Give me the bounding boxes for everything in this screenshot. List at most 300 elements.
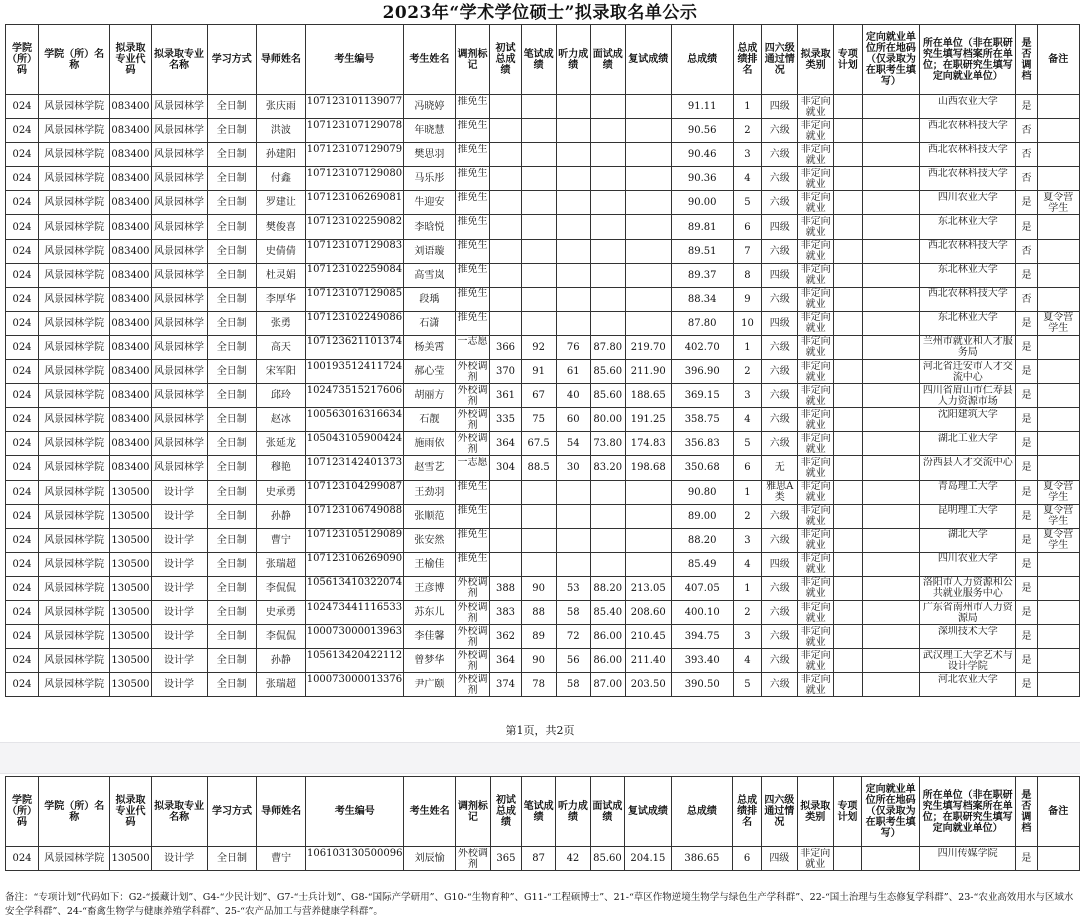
cell-prelim-total <box>490 95 521 119</box>
cell-remark <box>1037 673 1079 697</box>
cell-total: 89.00 <box>671 504 733 528</box>
cell-major-name: 风景园林学 <box>151 263 207 287</box>
table-row <box>6 311 1080 335</box>
cell-text: 非定向就业 <box>800 432 831 455</box>
cell-text <box>1039 457 1078 479</box>
cell-interview: 85.60 <box>590 360 625 384</box>
cell-prelim-total: 366 <box>490 335 521 359</box>
cell-cet: 四级 <box>762 215 798 239</box>
cell-student-name: 杨美霄 <box>404 335 455 359</box>
cell-study-mode: 全日制 <box>207 311 257 335</box>
cell-region-code <box>862 528 920 552</box>
cell-listening: 53 <box>556 576 590 600</box>
cell-special-plan <box>834 167 863 191</box>
cell-region-code <box>862 143 920 167</box>
cell-study-mode: 全日制 <box>207 847 257 871</box>
cell-major-code: 083400 <box>110 191 151 215</box>
header-written: 笔试成绩 <box>522 777 556 847</box>
cell-cet: 六级 <box>762 408 798 432</box>
cell-transfer-flag <box>455 360 490 384</box>
cell-advisor: 罗建让 <box>257 191 306 215</box>
cell-major-name: 设计学 <box>151 504 207 528</box>
cell-listening: 56 <box>556 649 590 673</box>
header-study-mode: 学习方式 <box>207 25 257 95</box>
cell-college-code: 024 <box>6 311 39 335</box>
header-study-mode: 学习方式 <box>207 777 257 847</box>
cell-college-name: 风景园林学院 <box>39 504 110 528</box>
cell-text <box>1039 602 1078 624</box>
cell-text: 非定向就业 <box>800 481 831 504</box>
cell-major-code: 083400 <box>110 167 151 191</box>
cell-remark <box>1037 480 1079 504</box>
cell-major-code: 130500 <box>110 649 151 673</box>
cell-student-name: 王劲羽 <box>404 480 455 504</box>
cell-remark <box>1037 143 1079 167</box>
cell-exam-id <box>305 576 403 600</box>
cell-text <box>864 409 919 431</box>
cell-file-transfer: 是 <box>1016 625 1037 649</box>
cell-prelim-total <box>490 552 521 576</box>
cell-rank: 6 <box>733 456 762 480</box>
cell-major-code: 083400 <box>110 360 151 384</box>
cell-text <box>863 848 918 870</box>
cell-text: 外校调剂 <box>457 432 488 455</box>
cell-text: 推免生 <box>457 143 488 155</box>
cell-listening: 58 <box>556 673 590 697</box>
cell-text: 山西农业大学 <box>937 95 998 107</box>
cell-text <box>864 240 919 262</box>
cell-rank: 7 <box>733 239 762 263</box>
cell-total: 88.34 <box>671 287 733 311</box>
cell-major-code: 083400 <box>110 408 151 432</box>
cell-written <box>521 119 556 143</box>
cell-rank: 8 <box>733 263 762 287</box>
cell-study-mode: 全日制 <box>207 167 257 191</box>
cell-region-code <box>862 625 920 649</box>
cell-cet: 六级 <box>762 239 798 263</box>
cell-text: 河北省迁安市人才交流中心 <box>922 360 1013 383</box>
cell-total: 90.56 <box>671 119 733 143</box>
cell-college-code: 024 <box>6 480 39 504</box>
cell-college-code: 024 <box>6 191 39 215</box>
cell-total: 386.65 <box>671 847 733 871</box>
cell-college-name: 风景园林学院 <box>39 432 110 456</box>
cell-interview: 85.60 <box>590 847 625 871</box>
cell-major-name: 风景园林学 <box>151 95 207 119</box>
cell-text: 非定向就业 <box>800 673 831 696</box>
cell-unit <box>920 528 1016 552</box>
cell-college-name: 风景园林学院 <box>39 335 110 359</box>
header-rank: 总成绩排名 <box>733 25 762 95</box>
cell-advisor: 樊俊喜 <box>257 215 306 239</box>
cell-unit <box>920 408 1016 432</box>
cell-unit <box>920 335 1016 359</box>
cell-total: 87.80 <box>671 311 733 335</box>
cell-retest: 204.15 <box>625 847 671 871</box>
cell-retest: 208.60 <box>625 600 671 624</box>
cell-cet: 六级 <box>762 167 798 191</box>
cell-text <box>1039 674 1078 696</box>
cell-major-code: 083400 <box>110 311 151 335</box>
cell-written: 87 <box>522 847 556 871</box>
cell-text <box>1039 336 1078 358</box>
cell-exam-id <box>305 287 403 311</box>
cell-text <box>1039 264 1078 286</box>
table-row <box>6 384 1080 408</box>
cell-college-name: 风景园林学院 <box>39 649 110 673</box>
page-title: 2023年“学术学位硕士”拟录取名单公示 <box>382 3 698 23</box>
cell-college-name: 风景园林学院 <box>39 576 110 600</box>
cell-student-name: 李晗悦 <box>404 215 455 239</box>
cell-text <box>864 602 919 624</box>
cell-text: 外校调剂 <box>457 625 488 648</box>
cell-advisor: 孙静 <box>257 649 306 673</box>
header-unit: 所在单位（非在职研究生填写档案所在单位；在职研究生填写定向就业单位） <box>920 25 1016 95</box>
cell-text: 非定向就业 <box>800 505 831 528</box>
cell-study-mode: 全日制 <box>207 600 257 624</box>
cell-special-plan <box>834 649 863 673</box>
cell-text <box>864 144 919 166</box>
cell-student-name: 尹广颐 <box>404 673 455 697</box>
cell-advisor: 洪波 <box>257 119 306 143</box>
cell-written: 92 <box>521 335 556 359</box>
cell-study-mode: 全日制 <box>207 384 257 408</box>
cell-study-mode: 全日制 <box>207 263 257 287</box>
cell-major-name: 风景园林学 <box>151 167 207 191</box>
cell-text: 西北农林科技大学 <box>927 119 1008 131</box>
cell-retest: 174.83 <box>625 432 671 456</box>
cell-college-name: 风景园林学院 <box>39 408 110 432</box>
header-college-name: 学院（所）名称 <box>39 25 110 95</box>
cell-total: 89.81 <box>671 215 733 239</box>
cell-special-plan <box>834 384 863 408</box>
cell-transfer-flag <box>455 119 490 143</box>
cell-major-name: 设计学 <box>151 600 207 624</box>
cell-written: 89 <box>521 625 556 649</box>
cell-text: 107123106749088 <box>306 505 403 517</box>
cell-file-transfer: 是 <box>1016 311 1037 335</box>
cell-retest <box>625 119 671 143</box>
header-rank: 总成绩排名 <box>733 777 762 847</box>
cell-advisor: 杜灵娟 <box>257 263 306 287</box>
cell-study-mode: 全日制 <box>207 456 257 480</box>
cell-study-mode: 全日制 <box>207 432 257 456</box>
header-advisor: 导师姓名 <box>257 25 306 95</box>
cell-text <box>1039 433 1078 455</box>
cell-text: 107123107129078 <box>306 119 403 131</box>
cell-text <box>864 529 919 551</box>
cell-text <box>864 577 919 599</box>
cell-category <box>798 625 834 649</box>
cell-rank: 5 <box>733 673 762 697</box>
cell-major-name: 风景园林学 <box>151 384 207 408</box>
cell-written <box>521 528 556 552</box>
header-region-code: 定向就业单位所在地码（仅录取为在职考生填写） <box>862 25 920 95</box>
cell-category <box>798 480 834 504</box>
cell-retest <box>625 504 671 528</box>
cell-listening: 72 <box>556 625 590 649</box>
cell-college-code: 024 <box>6 673 39 697</box>
cell-major-name: 设计学 <box>151 847 207 871</box>
cell-unit <box>920 552 1016 576</box>
cell-region-code <box>862 408 920 432</box>
cell-exam-id <box>305 673 403 697</box>
cell-prelim-total: 383 <box>490 600 521 624</box>
cell-major-name: 风景园林学 <box>151 287 207 311</box>
cell-college-name: 风景园林学院 <box>39 95 110 119</box>
cell-category <box>798 456 834 480</box>
cell-written <box>521 215 556 239</box>
cell-written: 67.5 <box>521 432 556 456</box>
cell-region-code <box>862 191 920 215</box>
cell-text: 一志愿 <box>457 456 488 468</box>
cell-cet: 四级 <box>762 95 798 119</box>
cell-student-name: 石潇 <box>404 311 455 335</box>
cell-student-name: 樊思羽 <box>404 143 455 167</box>
cell-region-code <box>862 287 920 311</box>
cell-major-name: 设计学 <box>151 528 207 552</box>
cell-text: 非定向就业 <box>800 288 831 311</box>
cell-unit <box>920 311 1016 335</box>
header-college-code: 学院（所）码 <box>6 25 39 95</box>
cell-interview <box>590 480 625 504</box>
cell-rank: 6 <box>733 215 762 239</box>
cell-major-code: 083400 <box>110 432 151 456</box>
cell-exam-id <box>305 360 403 384</box>
cell-text: 100563016316634 <box>306 408 403 420</box>
cell-transfer-flag <box>455 191 490 215</box>
cell-text: 夏令营学生 <box>1043 505 1074 528</box>
cell-rank: 1 <box>733 480 762 504</box>
cell-rank: 6 <box>733 847 762 871</box>
cell-college-code: 024 <box>6 528 39 552</box>
cell-cet: 六级 <box>762 335 798 359</box>
cell-student-name: 马乐彤 <box>404 167 455 191</box>
cell-student-name: 张安然 <box>404 528 455 552</box>
table-row <box>6 847 1080 871</box>
cell-text <box>864 650 919 672</box>
cell-file-transfer: 是 <box>1016 432 1037 456</box>
cell-study-mode: 全日制 <box>207 625 257 649</box>
cell-prelim-total: 304 <box>490 456 521 480</box>
cell-advisor: 李侃侃 <box>257 625 306 649</box>
cell-text: 推免生 <box>457 312 488 324</box>
cell-interview <box>590 167 625 191</box>
admission-table-page2 <box>5 776 1080 871</box>
cell-prelim-total: 365 <box>490 847 521 871</box>
cell-text: 非定向就业 <box>800 847 831 870</box>
cell-text: 105613410322074 <box>306 577 403 589</box>
header-prelim-total: 初试总成绩 <box>490 25 521 95</box>
cell-college-code: 024 <box>6 215 39 239</box>
cell-text <box>1039 553 1078 575</box>
cell-text: 夏令营学生 <box>1043 529 1074 552</box>
cell-written <box>521 143 556 167</box>
cell-written <box>521 263 556 287</box>
cell-listening <box>556 215 590 239</box>
cell-college-name: 风景园林学院 <box>39 191 110 215</box>
cell-remark <box>1037 311 1079 335</box>
cell-text: 外校调剂 <box>457 847 488 870</box>
cell-exam-id <box>305 311 403 335</box>
cell-prelim-total <box>490 311 521 335</box>
cell-file-transfer: 否 <box>1016 143 1037 167</box>
cell-exam-id <box>305 408 403 432</box>
cell-text: 推免生 <box>457 553 488 565</box>
cell-remark <box>1037 360 1079 384</box>
cell-file-transfer: 否 <box>1016 119 1037 143</box>
cell-category <box>798 287 834 311</box>
cell-transfer-flag <box>455 384 490 408</box>
cell-prelim-total: 335 <box>490 408 521 432</box>
cell-file-transfer: 否 <box>1016 167 1037 191</box>
cell-text: 深圳技术大学 <box>937 625 998 637</box>
cell-category <box>798 263 834 287</box>
cell-total: 394.75 <box>671 625 733 649</box>
cell-text: 105613420422112 <box>306 649 403 661</box>
cell-unit <box>920 847 1016 871</box>
cell-remark <box>1037 600 1079 624</box>
cell-category <box>798 552 834 576</box>
header-major-code: 拟录取专业代码 <box>110 25 151 95</box>
cell-unit <box>920 360 1016 384</box>
cell-interview: 85.60 <box>590 384 625 408</box>
cell-special-plan <box>834 673 863 697</box>
cell-text <box>864 192 919 214</box>
cell-transfer-flag <box>455 95 490 119</box>
header-major-name: 拟录取专业名称 <box>151 25 207 95</box>
cell-student-name: 赵雪艺 <box>404 456 455 480</box>
cell-unit <box>920 191 1016 215</box>
cell-advisor: 付鑫 <box>257 167 306 191</box>
cell-major-name: 风景园林学 <box>151 311 207 335</box>
cell-student-name: 刘辰愉 <box>404 847 455 871</box>
cell-text <box>864 96 919 118</box>
cell-major-name: 设计学 <box>151 576 207 600</box>
cell-cet: 六级 <box>762 143 798 167</box>
table-row <box>6 480 1080 504</box>
cell-interview <box>590 95 625 119</box>
cell-text: 非定向就业 <box>800 191 831 214</box>
cell-rank: 5 <box>733 191 762 215</box>
header-region-code: 定向就业单位所在地码（仅录取为在职考生填写） <box>862 777 920 847</box>
cell-remark <box>1037 504 1079 528</box>
cell-text <box>864 312 919 334</box>
cell-listening <box>556 528 590 552</box>
cell-text: 107123142401373 <box>306 456 403 468</box>
cell-retest: 188.65 <box>625 384 671 408</box>
cell-rank: 2 <box>733 600 762 624</box>
cell-text: 外校调剂 <box>457 360 488 383</box>
cell-exam-id <box>305 143 403 167</box>
cell-total: 396.90 <box>671 360 733 384</box>
cell-text: 107123106269081 <box>306 191 403 203</box>
cell-cet: 六级 <box>762 576 798 600</box>
cell-retest <box>625 239 671 263</box>
cell-unit <box>920 432 1016 456</box>
cell-category <box>798 335 834 359</box>
cell-region-code <box>862 384 920 408</box>
cell-retest <box>625 191 671 215</box>
cell-interview <box>590 143 625 167</box>
cell-rank: 3 <box>733 528 762 552</box>
cell-college-name: 风景园林学院 <box>39 456 110 480</box>
table-row <box>6 649 1080 673</box>
cell-total: 90.00 <box>671 191 733 215</box>
cell-region-code <box>862 239 920 263</box>
cell-cet: 无 <box>762 456 798 480</box>
cell-category <box>798 673 834 697</box>
cell-region-code <box>862 263 920 287</box>
cell-region-code <box>862 673 920 697</box>
cell-remark <box>1037 432 1079 456</box>
cell-written: 78 <box>521 673 556 697</box>
cell-college-name: 风景园林学院 <box>39 263 110 287</box>
cell-unit <box>920 239 1016 263</box>
cell-text: 西北农林科技大学 <box>927 143 1008 155</box>
cell-college-code: 024 <box>6 408 39 432</box>
cell-study-mode: 全日制 <box>207 119 257 143</box>
cell-category <box>798 167 834 191</box>
cell-cet: 六级 <box>762 504 798 528</box>
cell-advisor: 赵冰 <box>257 408 306 432</box>
cell-special-plan <box>834 625 863 649</box>
cell-rank: 10 <box>733 311 762 335</box>
header-total: 总成绩 <box>671 777 733 847</box>
cell-interview <box>590 552 625 576</box>
cell-remark <box>1037 625 1079 649</box>
header-category: 拟录取类别 <box>797 777 833 847</box>
cell-special-plan <box>834 576 863 600</box>
cell-region-code <box>862 576 920 600</box>
cell-transfer-flag <box>455 263 490 287</box>
cell-file-transfer: 是 <box>1016 456 1037 480</box>
cell-text <box>1039 168 1078 190</box>
header-special-plan: 专项计划 <box>833 777 862 847</box>
cell-major-name: 风景园林学 <box>151 119 207 143</box>
cell-unit <box>920 576 1016 600</box>
cell-cet: 四级 <box>762 263 798 287</box>
cell-college-name: 风景园林学院 <box>39 215 110 239</box>
header-exam-id: 考生编号 <box>306 777 404 847</box>
cell-transfer-flag <box>455 673 490 697</box>
cell-total: 89.51 <box>671 239 733 263</box>
cell-cet: 六级 <box>762 384 798 408</box>
cell-advisor: 邱玲 <box>257 384 306 408</box>
cell-region-code <box>862 600 920 624</box>
cell-special-plan <box>834 287 863 311</box>
cell-exam-id <box>305 625 403 649</box>
cell-text: 推免生 <box>457 191 488 203</box>
cell-special-plan <box>834 311 863 335</box>
cell-special-plan <box>834 432 863 456</box>
cell-listening: 60 <box>556 408 590 432</box>
cell-major-code: 130500 <box>110 625 151 649</box>
cell-interview <box>590 239 625 263</box>
cell-text: 105043105900424 <box>306 432 403 444</box>
table-row <box>6 625 1080 649</box>
cell-major-name: 设计学 <box>151 649 207 673</box>
cell-prelim-total: 388 <box>490 576 521 600</box>
cell-college-name: 风景园林学院 <box>39 552 110 576</box>
cell-text: 东北林业大学 <box>937 264 998 276</box>
cell-prelim-total: 364 <box>490 432 521 456</box>
cell-prelim-total: 364 <box>490 649 521 673</box>
cell-text <box>864 553 919 575</box>
table-row <box>6 119 1080 143</box>
cell-text: 107123104299087 <box>306 481 403 493</box>
cell-listening <box>556 287 590 311</box>
